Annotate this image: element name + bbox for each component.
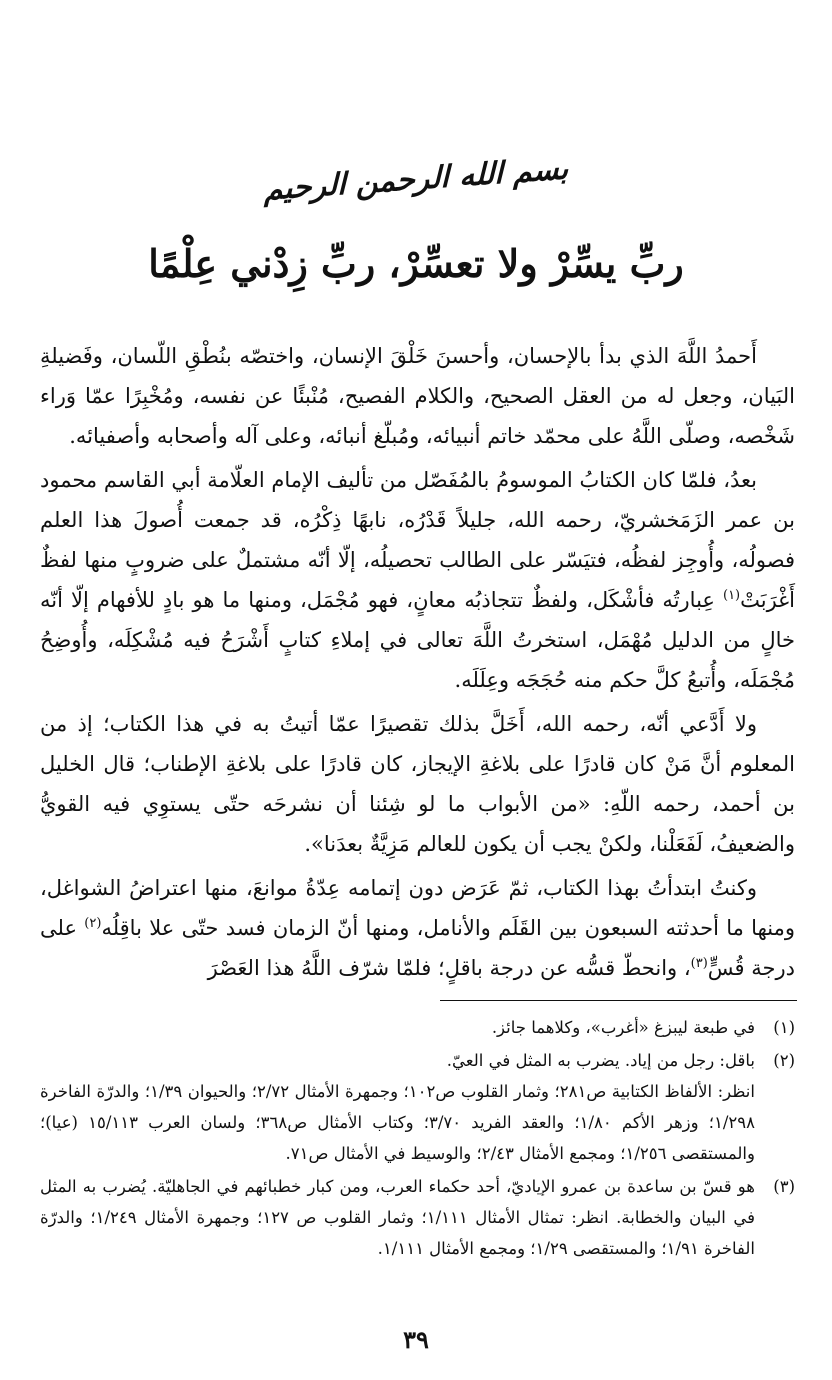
footnote <box>40 1045 795 1169</box>
basmala-calligraphy <box>0 150 832 210</box>
footnote-number: (٢) <box>773 1051 795 1070</box>
paragraph-text: بعدُ، فلمّا كان الكتابُ الموسومُ بالمُفَصّل من تأليف الإمام العلّامة أبي القاسم محمود بن عمر الزَمَخشريّ، رحمه الله، جليلاً قَدْرُه، نابهًا ذِكْرُه، قد جمعت أُصولَ هذا العلم فصولُه، وأُوجِز لفظُه، فتيَسّر على الطالب تحصيلُه، إلّا أنّه مشتملٌ على ضروبٍ منها لفظٌ أَغْرَبَتْ <box>40 468 795 612</box>
footnote-number: (٣) <box>773 1177 795 1196</box>
basmala-text: بسم الله الرحمن الرحيم <box>263 151 569 208</box>
paragraph-text: ، وانحطّ قسُّه عن درجة باقلٍ؛ فلمّا شرّف اللَّهُ هذا العَصْرَ <box>207 956 691 980</box>
footnote-number: (١) <box>773 1018 795 1037</box>
footnote <box>40 1171 795 1264</box>
main-text <box>40 336 795 992</box>
paragraph <box>40 704 795 864</box>
footnote-reference[interactable]: (٣) <box>690 956 708 971</box>
paragraph <box>40 460 795 700</box>
footnote-reference[interactable]: (١) <box>722 588 741 603</box>
footnote-separator <box>440 1000 797 1001</box>
paragraph <box>40 868 795 988</box>
paragraph-text: أَحمدُ اللَّهَ الذي بدأ بالإحسان، وأحسنَ خَلْقَ الإنسان، واختصّه بنُطْقِ اللّسان، وفَضيلةِ البَيان، وجعل له من العقل الصحيح، والكلام الفصيح، مُنْبئًا عن نفسه، ومُخْبِرًا عمّا وَراء شَخْصه، وصلّى اللَّهُ على محمّد خاتم أنبيائه، ومُبلّغ أنبائه، وعلى آله وأصحابه وأصفيائه. <box>40 344 795 448</box>
footnote-body <box>40 1012 755 1043</box>
paragraph-text: على درجة قُسٍّ <box>40 916 795 980</box>
footnote <box>40 1012 795 1043</box>
footnote-line: هو قسّ بن ساعدة بن عمرو الإياديّ، أحد حكماء العرب، ومن كبار خطبائهم في الجاهليّة. يُضرب به المثل في البيان والخطابة. انظر: تمثال الأمثال ١/١١١؛ وثمار القلوب ص ١٢٧؛ وجمهرة الأمثال ١/٢٤٩؛ والدرّة الفاخرة ١/٩١؛ والمستقصى ١/٢٩؛ ومجمع الأمثال ١/١١١. <box>40 1177 756 1258</box>
footnote-line: انظر: الألفاظ الكتابية ص٢٨١؛ وثمار القلوب ص١٠٢؛ وجمهرة الأمثال ٢/٧٢؛ والحيوان ١/٣٩؛ والدرّة الفاخرة ١/٢٩٨؛ وزهر الأكم ١/٨٠؛ والعقد الفريد ٣/٧٠؛ وكتاب الأمثال ص٣٦٨؛ ولسان العرب ١٥/١١٣ (عيا)؛ والمستقصى ١/٢٥٦؛ ومجمع الأمثال ٢/٤٣؛ والوسيط في الأمثال ص٧١. <box>40 1082 755 1163</box>
paragraph-text: ولا أَدَّعي أنّه، رحمه الله، أَخَلَّ بذلك تقصيرًا عمّا أتيتُ به في هذا الكتاب؛ إذ من المعلوم أنَّ مَنْ كان قادرًا على بلاغةِ الإيجاز، كان قادرًا على بلاغةِ الإطناب؛ قال الخليل بن أحمد، رحمه اللّهِ: «من الأبواب ما لو شِئنا أن نشرحَه حتّى يستوِي فيه القويُّ والضعيفُ، لَفَعَلْنا، ولكنْ يجب أن يكون للعالم مَزِيَّةٌ بعدَنا». <box>40 712 795 856</box>
paragraph-text: عِبارتُه فأشْكَل، ولفظٌ تتجاذبُه معانٍ، فهو مُجْمَل، ومنها ما هو بادٍ للأفهام إلّا أنّه خالٍ من الدليل مُهْمَل، استخرتُ اللَّهَ تعالى في إملاءِ كتابٍ أَشْرَحُ فيه مُشْكِلَه، وأُوضِحُ مُجْمَلَه، وأُتبعُ كلَّ حكم منه حُجَجَه وعِلَلَه. <box>40 588 795 692</box>
footnote-reference[interactable]: (٢) <box>84 916 102 931</box>
page-number: ٣٩ <box>403 1325 429 1354</box>
footnote-body <box>40 1171 755 1264</box>
paragraph-text: وكنتُ ابتدأتُ بهذا الكتاب، ثمّ عَرَض دون إتمامه عِدّةُ موانعَ، منها اعتراضُ الشواغل، ومنها ما أحدثته السبعون بين القَلَم والأنامل، ومنها أنّ الزمان فسد حتّى علا باقِلُه <box>40 876 795 940</box>
footnotes <box>40 1012 795 1266</box>
footnote-line: في طبعة ليبزغ «أغرب»، وكلاهما جائز. <box>491 1018 755 1037</box>
page-heading: ربِّ يسِّرْ ولا تعسِّرْ، ربِّ زِدْني عِلْمًا <box>148 241 684 286</box>
footnote-line: باقل: رجل من إياد. يضرب به المثل في العيّ. <box>446 1051 755 1070</box>
footnote-body <box>40 1045 755 1169</box>
paragraph <box>40 336 795 456</box>
